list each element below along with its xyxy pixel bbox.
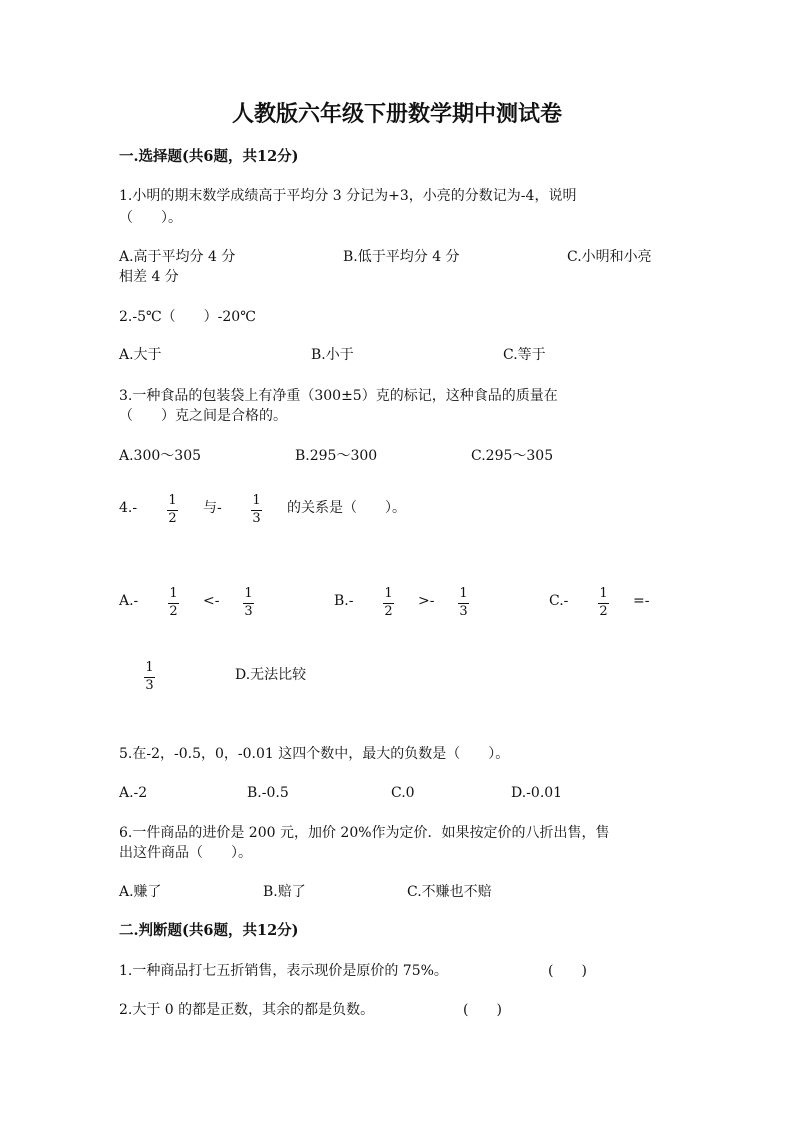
q6-option-b: B.赔了 [263,884,306,900]
fraction-numerator: 1 [252,493,261,508]
q6-stem-line1: 6.一件商品的进价是 200 元，加价 20%作为定价．如果按定价的八折出售，售 [119,825,610,841]
q4-option-d: D.无法比较 [235,667,307,683]
fraction-denominator: 2 [169,604,178,619]
q4-option-c-operator: =- [633,593,650,609]
q4-option-a-frac2 [243,587,254,619]
q4-option-c-frac2 [144,661,155,693]
fraction-denominator: 3 [145,678,154,693]
q6-option-c: C.不赚也不赔 [407,884,492,900]
fraction-denominator: 3 [252,511,261,526]
q3-stem-line2: （ ）克之间是合格的。 [119,408,287,424]
q5-stem: 5.在-2，-0.5，0，-0.01 这四个数中，最大的负数是（ ）。 [119,746,510,762]
q3-option-a: A.300～305 [119,448,202,464]
q1-option-a: A.高于平均分 4 分 [119,249,236,265]
fraction-numerator: 1 [459,586,468,601]
q1-option-c-cont: 相差 4 分 [119,269,179,285]
q4-fraction-third [251,494,262,526]
fraction-numerator: 1 [169,586,178,601]
q3-option-c: C.295～305 [471,448,554,464]
q6-stem-line2: 出这件商品（ ）。 [119,845,252,861]
q5-option-d: D.-0.01 [511,785,563,801]
fraction-numerator: 1 [599,586,608,601]
q4-option-a-prefix: A.- [119,593,139,609]
q1-stem-line2: （ ）。 [119,210,182,226]
q3-stem-line1: 3.一种食品的包装袋上有净重（300±5）克的标记，这种食品的质量在 [119,388,558,404]
q4-option-c-prefix: C.- [549,593,569,609]
fraction-numerator: 1 [168,493,177,508]
q4-prefix: 4.- [119,500,138,516]
q4-option-b-frac2 [458,587,469,619]
q4-option-b-frac1 [383,587,394,619]
fraction-numerator: 1 [244,586,253,601]
q2-option-b: B.小于 [311,347,354,363]
q1-stem-line1: 1.小明的期末数学成绩高于平均分 3 分记为+3，小亮的分数记为-4，说明 [119,188,577,204]
page-title: 人教版六年级下册数学期中测试卷 [231,101,562,127]
q4-option-c-frac1 [598,587,609,619]
q2-stem: 2.-5℃（ ）-20℃ [119,309,256,325]
fraction-denominator: 2 [384,604,393,619]
judge-q2-stem: 2.大于 0 的都是正数，其余的都是负数。 [119,1002,375,1018]
q5-option-c: C.0 [391,785,415,801]
section-heading-judgment: 二.判断题(共6题，共12分) [119,922,299,939]
judge-q2-blank: ( ) [463,1002,502,1018]
q1-option-c: C.小明和小亮 [567,249,652,265]
q5-option-a: A.-2 [119,785,148,801]
fraction-denominator: 2 [168,511,177,526]
fraction-numerator: 1 [384,586,393,601]
fraction-denominator: 3 [459,604,468,619]
q4-option-b-operator: >- [418,593,435,609]
q4-option-a-frac1 [168,587,179,619]
q4-option-b-prefix: B.- [334,593,354,609]
q4-suffix: 的关系是（ ）。 [287,500,406,516]
section-heading-choice: 一.选择题(共6题，共12分) [119,148,299,165]
q6-option-a: A.赚了 [119,884,162,900]
q4-with: 与- [203,500,222,516]
q4-fraction-half [167,494,178,526]
q3-option-b: B.295～300 [295,448,378,464]
judge-q1-blank: ( ) [548,963,587,979]
q2-option-c: C.等于 [503,347,546,363]
q2-option-a: A.大于 [119,347,162,363]
judge-q1-stem: 1.一种商品打七五折销售，表示现价是原价的 75%。 [119,963,448,979]
fraction-numerator: 1 [145,660,154,675]
fraction-denominator: 2 [599,604,608,619]
q4-option-a-operator: <- [203,593,220,609]
q5-option-b: B.-0.5 [247,785,289,801]
fraction-denominator: 3 [244,604,253,619]
q1-option-b: B.低于平均分 4 分 [343,249,460,265]
